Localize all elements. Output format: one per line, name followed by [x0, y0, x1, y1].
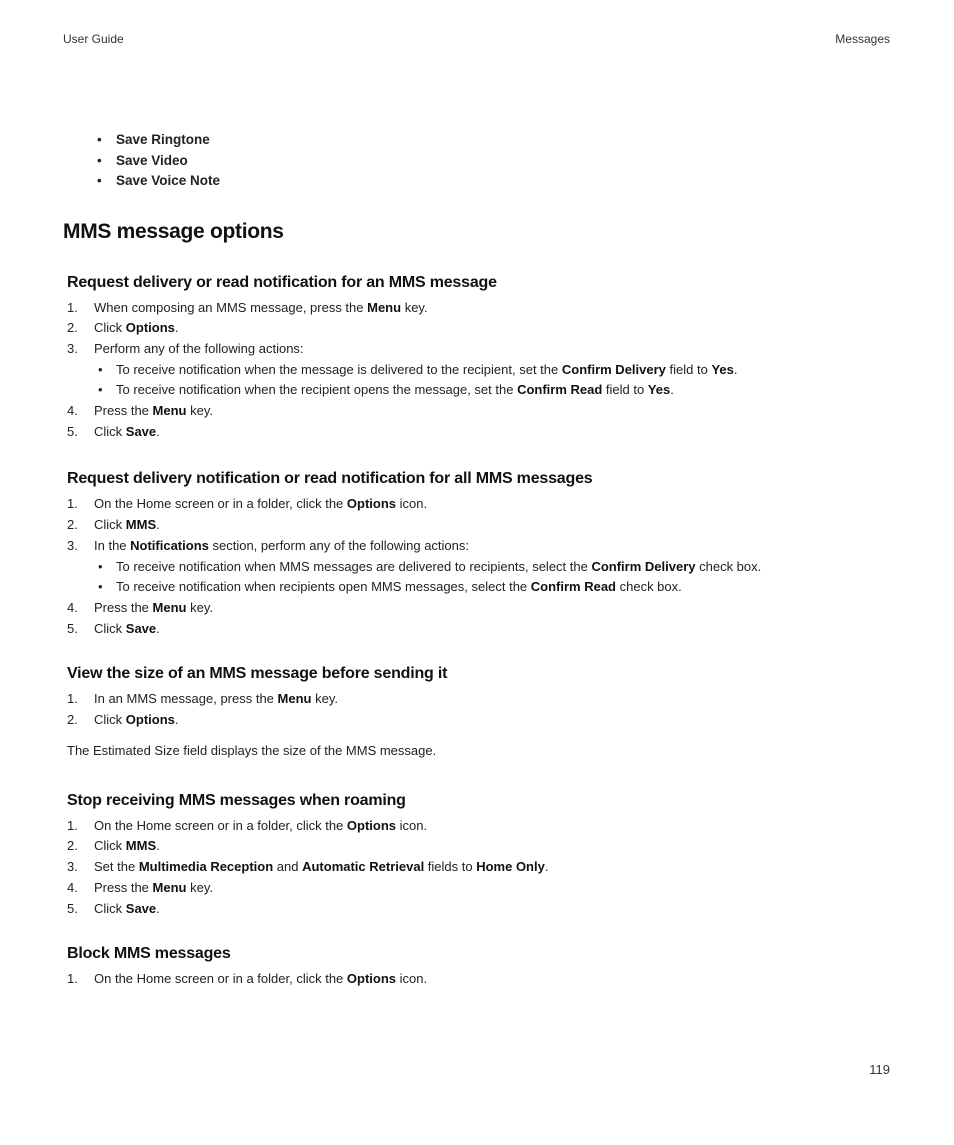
step-number: 5.	[67, 900, 78, 916]
ui-term: Confirm Read	[517, 382, 603, 398]
procedure-section	[67, 790, 893, 920]
step-number: 1.	[67, 971, 78, 987]
ui-term: Notifications	[130, 537, 209, 553]
step-item	[67, 298, 893, 319]
text-run: Perform any of the following actions:	[94, 340, 304, 356]
step-item	[67, 318, 893, 339]
step-text	[94, 880, 213, 895]
ui-term: Save	[125, 423, 157, 439]
step-text	[94, 403, 213, 418]
text-run: When composing an MMS message, press the	[94, 299, 368, 315]
ui-term: MMS	[125, 838, 157, 854]
page-number: 119	[869, 1062, 890, 1077]
list-item	[94, 380, 893, 401]
text-run: field to	[665, 361, 712, 377]
ui-term: Menu	[277, 691, 312, 707]
list-item	[94, 557, 893, 578]
bullet-icon: •	[98, 579, 103, 595]
list-item: • Save Video	[63, 151, 893, 172]
text-run: On the Home screen or in a folder, click the	[94, 496, 347, 512]
list-item: • Save Voice Note	[63, 171, 893, 192]
step-item	[67, 401, 893, 422]
step-text	[94, 901, 160, 916]
procedure-section	[67, 468, 893, 639]
step-text	[94, 538, 469, 553]
text-run: icon.	[396, 817, 428, 833]
ui-term: Options	[346, 971, 397, 987]
step-item	[67, 899, 893, 920]
sub-action-text	[116, 362, 737, 377]
ui-term: Options	[125, 712, 175, 728]
text-run: icon.	[396, 496, 428, 512]
ui-term: Options	[125, 320, 175, 336]
step-text	[94, 341, 304, 356]
text-run: To receive notification when MMS messages are delivered to recipients, select the	[116, 558, 592, 574]
step-text	[94, 424, 160, 439]
header-chapter-title: Messages	[835, 32, 890, 46]
text-run: Click	[94, 517, 126, 533]
text-run: In the	[94, 537, 131, 553]
step-text	[94, 859, 548, 874]
sub-actions-list	[94, 557, 893, 598]
step-item	[67, 689, 893, 710]
text-run: key.	[186, 599, 213, 615]
list-item	[94, 360, 893, 381]
bullet-icon: •	[97, 132, 102, 147]
step-text	[94, 818, 427, 833]
text-run: .	[156, 838, 160, 854]
steps-list	[67, 689, 893, 730]
ui-term: Menu	[367, 299, 402, 315]
step-number: 2.	[67, 712, 78, 728]
steps-list	[67, 298, 893, 443]
ui-term: Save	[125, 900, 157, 916]
text-run: Press the	[94, 599, 153, 615]
text-run: field to	[602, 382, 648, 398]
step-number: 3.	[67, 537, 78, 553]
text-run: Click	[94, 900, 126, 916]
text-run: To receive notification when recipients open MMS messages, select the	[116, 579, 531, 595]
sub-action-text	[116, 579, 682, 594]
text-run: .	[174, 712, 179, 728]
text-run: Click	[94, 712, 126, 728]
step-item	[67, 422, 893, 443]
text-run: Press the	[94, 403, 153, 419]
ui-term: Menu	[152, 403, 187, 419]
step-item	[67, 710, 893, 731]
text-run: .	[733, 361, 738, 377]
ui-term: Multimedia Reception	[138, 859, 274, 875]
text-run: key.	[311, 691, 338, 707]
step-text	[94, 517, 160, 532]
text-run: .	[156, 517, 160, 533]
step-item	[67, 619, 893, 640]
step-item	[67, 494, 893, 515]
text-run: and	[273, 859, 303, 875]
text-run: Press the	[94, 879, 153, 895]
sub-action-text	[116, 382, 674, 397]
steps-list	[67, 969, 893, 990]
text-run: fields to	[424, 859, 477, 875]
text-run: icon.	[396, 971, 428, 987]
ui-term: Confirm Delivery	[561, 361, 666, 377]
page-content	[63, 130, 893, 990]
step-item	[67, 878, 893, 899]
bullet-icon: •	[98, 382, 103, 398]
text-run: On the Home screen or in a folder, click the	[94, 817, 347, 833]
step-item	[67, 598, 893, 619]
step-item	[67, 816, 893, 837]
ui-term: Confirm Delivery	[591, 558, 696, 574]
procedure-title: Block MMS messages	[67, 945, 231, 963]
text-run: key.	[186, 879, 213, 895]
step-item	[67, 536, 893, 598]
step-number: 2.	[67, 320, 78, 336]
step-number: 2.	[67, 838, 78, 854]
step-text	[94, 712, 179, 727]
step-text	[94, 496, 427, 511]
procedure-title: Request delivery or read notification for an MMS message	[67, 273, 497, 291]
step-text	[94, 838, 160, 853]
step-number: 4.	[67, 879, 78, 895]
save-options-list	[63, 130, 893, 192]
step-text	[94, 600, 213, 615]
text-run: To receive notification when the recipient opens the message, set the	[116, 382, 518, 398]
step-number: 5.	[67, 423, 78, 439]
ui-term: MMS	[125, 517, 157, 533]
procedure-section	[67, 272, 893, 443]
procedure-title: View the size of an MMS message before sending it	[67, 665, 448, 683]
procedure-section	[67, 663, 893, 760]
text-run: Click	[94, 620, 126, 636]
step-number: 5.	[67, 620, 78, 636]
ui-term: Confirm Read	[530, 579, 616, 595]
sub-actions-list	[94, 360, 893, 401]
bullet-icon: •	[97, 152, 102, 168]
text-run: key.	[186, 403, 213, 419]
text-run: .	[670, 382, 674, 398]
ui-term: Options	[346, 496, 397, 512]
ui-term: Menu	[152, 599, 187, 615]
step-item	[67, 515, 893, 536]
ui-term: Yes	[647, 382, 671, 398]
text-run: check box.	[695, 558, 762, 574]
text-run: Click	[94, 423, 126, 439]
step-text	[94, 971, 427, 986]
text-run: check box.	[616, 579, 682, 595]
step-number: 1.	[67, 817, 78, 833]
list-item: • Save Ringtone	[63, 130, 893, 151]
step-number: 1.	[67, 691, 78, 707]
step-number: 3.	[67, 340, 78, 356]
step-number: 1.	[67, 299, 78, 315]
step-text	[94, 300, 428, 315]
step-text	[94, 621, 160, 636]
page-header	[63, 32, 890, 50]
text-run: .	[156, 423, 160, 439]
procedure-section	[67, 943, 893, 990]
text-run: Set the	[94, 859, 139, 875]
step-text	[94, 320, 179, 335]
steps-list	[67, 494, 893, 639]
step-number: 4.	[67, 403, 78, 419]
bullet-icon: •	[98, 361, 103, 377]
ui-term: Home Only	[476, 859, 545, 875]
bullet-icon: •	[97, 173, 102, 188]
sub-action-text	[116, 559, 761, 574]
text-run: .	[156, 900, 160, 916]
ui-term: Options	[346, 817, 397, 833]
step-number: 1.	[67, 496, 78, 512]
header-guide-title: User Guide	[63, 32, 124, 46]
ui-term: Automatic Retrieval	[302, 859, 425, 875]
text-run: key.	[401, 299, 428, 315]
section-title: MMS message options	[63, 219, 284, 243]
text-run: .	[544, 859, 549, 875]
step-item	[67, 969, 893, 990]
sections-container	[63, 272, 893, 990]
text-run: section, perform any of the following actions:	[208, 537, 470, 553]
procedure-title: Stop receiving MMS messages when roaming	[67, 791, 406, 809]
text-run: On the Home screen or in a folder, click the	[94, 971, 347, 987]
text-run: Click	[94, 320, 126, 336]
text-run: In an MMS message, press the	[94, 691, 278, 707]
step-number: 2.	[67, 517, 78, 533]
step-number: 3.	[67, 859, 78, 875]
step-text	[94, 691, 338, 706]
text-run: Click	[94, 838, 126, 854]
bullet-icon: •	[98, 558, 103, 574]
list-item	[94, 577, 893, 598]
step-item	[67, 857, 893, 878]
text-run: .	[156, 620, 160, 636]
procedure-title: Request delivery notification or read notification for all MMS messages	[67, 470, 593, 488]
text-run: To receive notification when the message is delivered to the recipient, set the	[116, 361, 562, 377]
text-run: .	[174, 320, 179, 336]
ui-term: Yes	[711, 361, 734, 377]
step-item	[67, 339, 893, 401]
steps-list	[67, 816, 893, 920]
ui-term: Save	[125, 620, 157, 636]
procedure-note: The Estimated Size field displays the size of the MMS message.	[67, 742, 437, 758]
ui-term: Menu	[152, 879, 187, 895]
step-number: 4.	[67, 599, 78, 615]
step-item	[67, 836, 893, 857]
